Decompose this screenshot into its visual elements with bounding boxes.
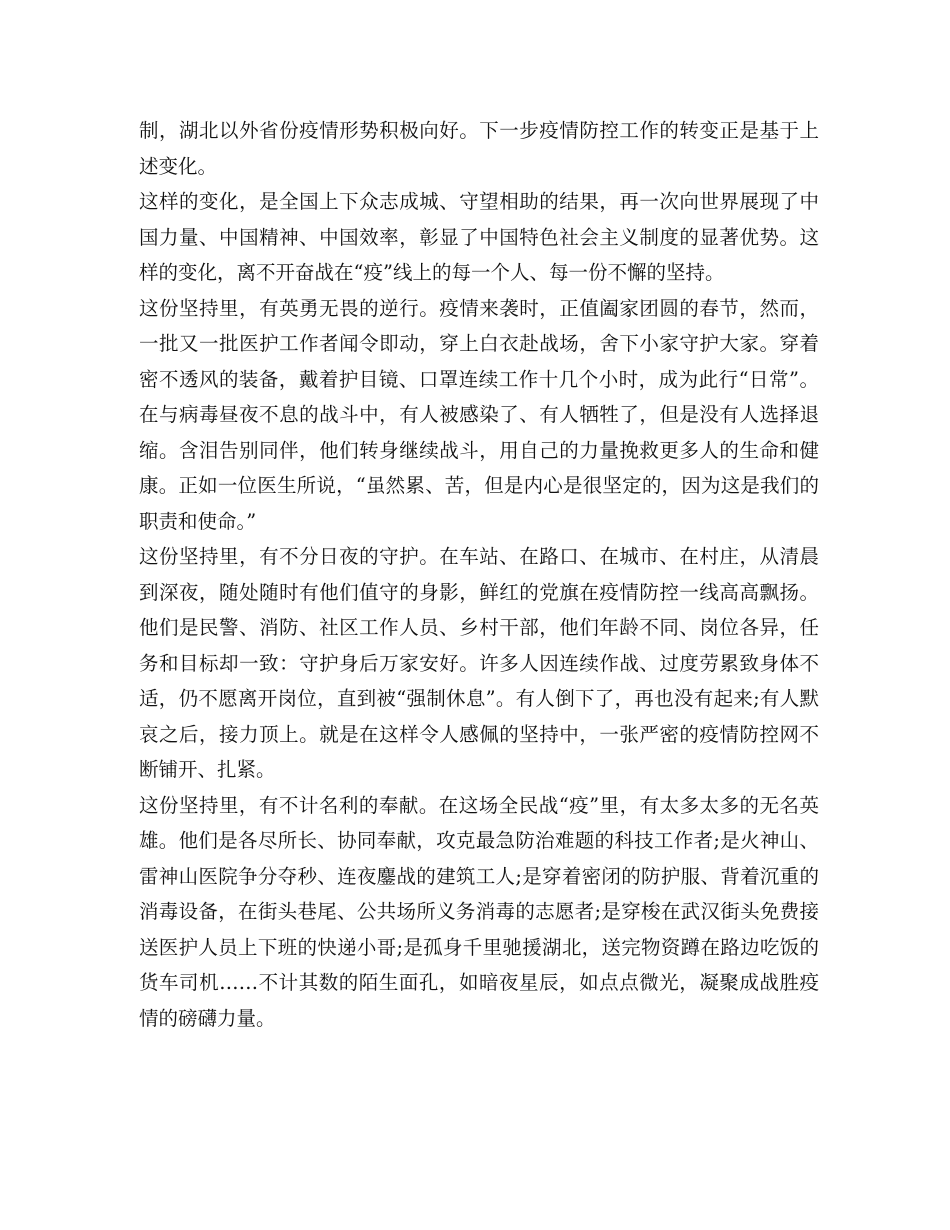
paragraph-change-result: 这样的变化，是全国上下众志成城、守望相助的结果，再一次向世界展现了中国力量、中国精神、中国效率，彰显了中国特色社会主义制度的显著优势。这样的变化，离不开奋战在“疫”线上的每一个人、每一份不懈的坚持。 [139, 190, 819, 284]
paragraph-continuation: 制，湖北以外省份疫情形势积极向好。下一步疫情防控工作的转变正是基于上述变化。 [139, 119, 819, 178]
document-page [139, 113, 819, 1036]
paragraph-day-night-guard: 这份坚持里，有不分日夜的守护。在车站、在路口、在城市、在村庄，从清晨到深夜，随处随时有他们值守的身影，鲜红的党旗在疫情防控一线高高飘扬。他们是民警、消防、社区工作人员、乡村干部，他们年龄不同、岗位各异，任务和目标却一致：守护身后万家安好。许多人因连续作战、过度劳累致身体不适，仍不愿离开岗位，直到被“强制休息”。有人倒下了，再也没有起来;有人默哀之后，接力顶上。就是在这样令人感佩的坚持中，一张严密的疫情防控网不断铺开、扎紧。 [139, 545, 819, 781]
paragraph-selfless-dedication: 这份坚持里，有不计名利的奉献。在这场全民战“疫”里，有太多太多的无名英雄。他们是各尽所长、协同奉献，攻克最急防治难题的科技工作者;是火神山、雷神山医院争分夺秒、连夜鏖战的建筑工人;是穿着密闭的防护服、背着沉重的消毒设备，在街头巷尾、公共场所义务消毒的志愿者;是穿梭在武汉街头免费接送医护人员上下班的快递小哥;是孤身千里驰援湖北，送完物资蹲在路边吃饭的货车司机……不计其数的陌生面孔，如暗夜星辰，如点点微光，凝聚成战胜疫情的磅礴力量。 [139, 793, 819, 1030]
paragraph-brave-retrograde: 这份坚持里，有英勇无畏的逆行。疫情来袭时，正值阖家团圆的春节，然而，一批又一批医护工作者闻令即动，穿上白衣赴战场，舍下小家守护大家。穿着密不透风的装备，戴着护目镜、口罩连续工作十几个小时，成为此行“日常”。在与病毒昼夜不息的战斗中，有人被感染了、有人牺牲了，但是没有人选择退缩。含泪告别同伴，他们转身继续战斗，用自己的力量挽救更多人的生命和健康。正如一位医生所说，“虽然累、苦，但是内心是很坚定的，因为这是我们的职责和使命。” [139, 296, 819, 533]
